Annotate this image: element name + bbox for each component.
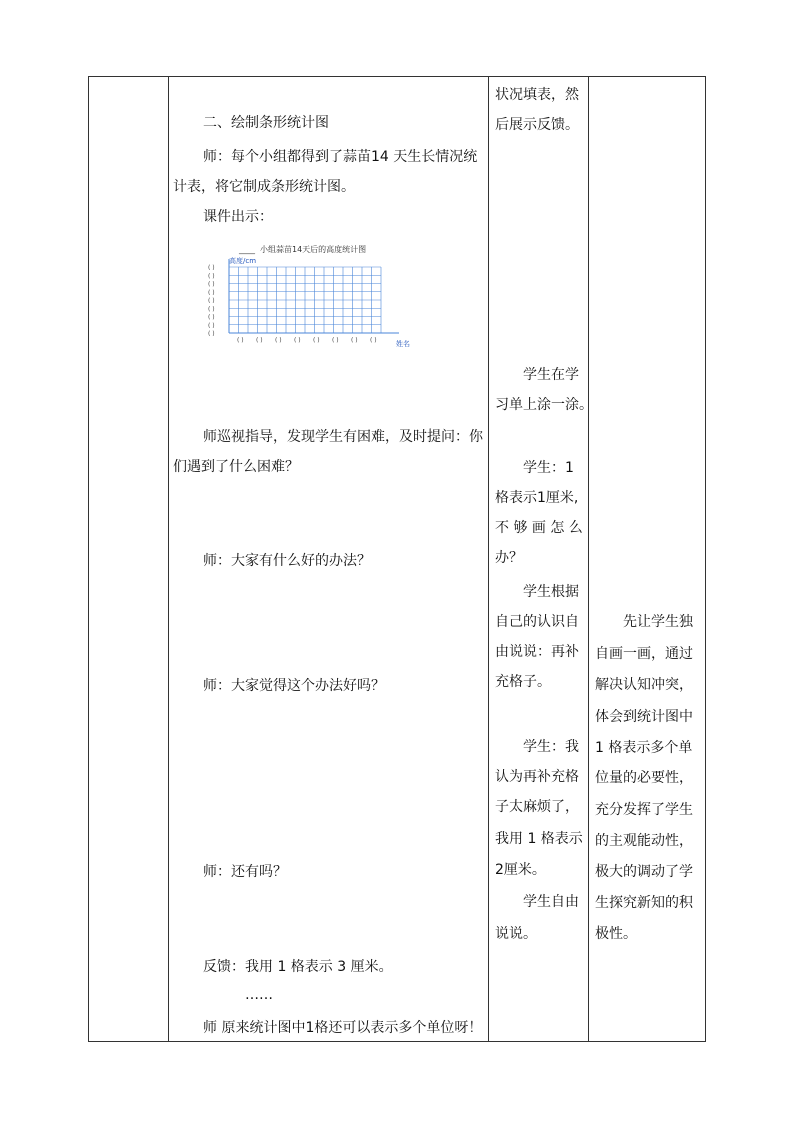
y-tick-label: ( ) [208, 322, 215, 330]
x-tick-labels [237, 337, 377, 344]
teacher-question: 师：还有吗？ [203, 864, 287, 880]
student-line: 子太麻烦了， [495, 799, 579, 815]
column-divider-3 [588, 77, 589, 1041]
intent-line: 极大的调动了学 [595, 864, 693, 880]
x-tick-label: ( ) [370, 337, 377, 344]
bar-chart-template [203, 243, 415, 347]
x-tick-label: ( ) [313, 337, 320, 344]
student-line: 不 够 画 怎 么 [495, 520, 583, 536]
intent-line: 自画一画，通过 [595, 646, 693, 662]
student-line: 学生：我 [523, 739, 579, 755]
student-line: 状况填表，然 [495, 87, 579, 103]
teacher-line: 师巡视指导，发现学生有困难，及时提问：你 [203, 429, 483, 445]
x-tick-label: ( ) [256, 337, 263, 344]
x-tick-label: ( ) [275, 337, 282, 344]
student-line: 说说。 [495, 926, 537, 942]
student-line: 我用 1 格表示 [495, 831, 583, 847]
y-tick-label: ( ) [208, 330, 215, 338]
y-tick-label: ( ) [208, 297, 215, 305]
conclusion-line: 师 原来统计图中1格还可以表示多个单位呀！ [203, 1020, 483, 1036]
y-tick-label: ( ) [208, 314, 215, 321]
chart-svg [203, 243, 415, 347]
chart-title: 小组蒜苗14天后的高度统计图 [260, 245, 367, 254]
y-tick-label: ( ) [208, 289, 215, 297]
intent-line: 解决认知冲突， [595, 677, 693, 693]
intent-line: 1 格表示多个单 [595, 740, 693, 756]
student-line: 习单上涂一涂。 [495, 397, 593, 413]
y-tick-label: ( ) [208, 264, 215, 272]
y-tick-label: ( ) [208, 305, 215, 313]
student-line: 认为再补充格 [495, 769, 579, 785]
student-line: 学生在学 [523, 367, 579, 383]
student-line: 自己的认识自 [495, 614, 579, 630]
intent-line: 充分发挥了学生 [595, 802, 693, 818]
intent-line: 极性。 [595, 926, 637, 942]
x-tick-label: ( ) [351, 337, 358, 344]
student-line: 2厘米。 [495, 862, 546, 878]
student-line: 由说说：再补 [495, 644, 579, 660]
section-title: 二、绘制条形统计图 [203, 115, 329, 131]
chart-grid [229, 259, 399, 333]
teacher-line: 计表，将它制成条形统计图。 [173, 179, 355, 195]
teacher-question: 师：大家觉得这个办法好吗？ [203, 678, 385, 694]
intent-line: 位量的必要性， [595, 770, 693, 786]
student-line: 后展示反馈。 [495, 117, 579, 133]
courseware-label: 课件出示： [203, 209, 273, 225]
student-line: 学生根据 [523, 584, 579, 600]
y-tick-label: ( ) [208, 272, 215, 280]
y-tick-labels [208, 265, 215, 338]
ellipsis: …… [245, 987, 273, 1003]
x-tick-label: ( ) [294, 337, 301, 344]
student-line: 格表示1厘米, [495, 490, 579, 506]
student-line: 办？ [495, 550, 523, 566]
chart-title-blank: ____ [239, 245, 255, 254]
teacher-line: 们遇到了什么困难？ [173, 459, 299, 475]
intent-line: 先让学生独 [623, 614, 693, 630]
intent-line: 生探究新知的积 [595, 895, 693, 911]
y-tick-label: ( ) [208, 281, 215, 288]
x-tick-label: ( ) [332, 337, 339, 344]
y-axis-label: 高度/cm [229, 257, 257, 265]
student-line: 充格子。 [495, 674, 551, 690]
intent-line: 的主观能动性， [595, 833, 693, 849]
teacher-question: 师：大家有什么好的办法？ [203, 553, 371, 569]
column-divider-1 [168, 77, 169, 1041]
student-line: 学生自由 [523, 894, 579, 910]
x-axis-label: 姓名 [396, 340, 410, 347]
student-line: 学生：1 [523, 460, 574, 476]
column-divider-2 [488, 77, 489, 1041]
feedback-line: 反馈：我用 1 格表示 3 厘米。 [203, 959, 393, 975]
teacher-line: 师：每个小组都得到了蒜苗14 天生长情况统 [203, 149, 478, 165]
x-tick-label: ( ) [237, 337, 244, 344]
intent-line: 体会到统计图中 [595, 709, 693, 725]
